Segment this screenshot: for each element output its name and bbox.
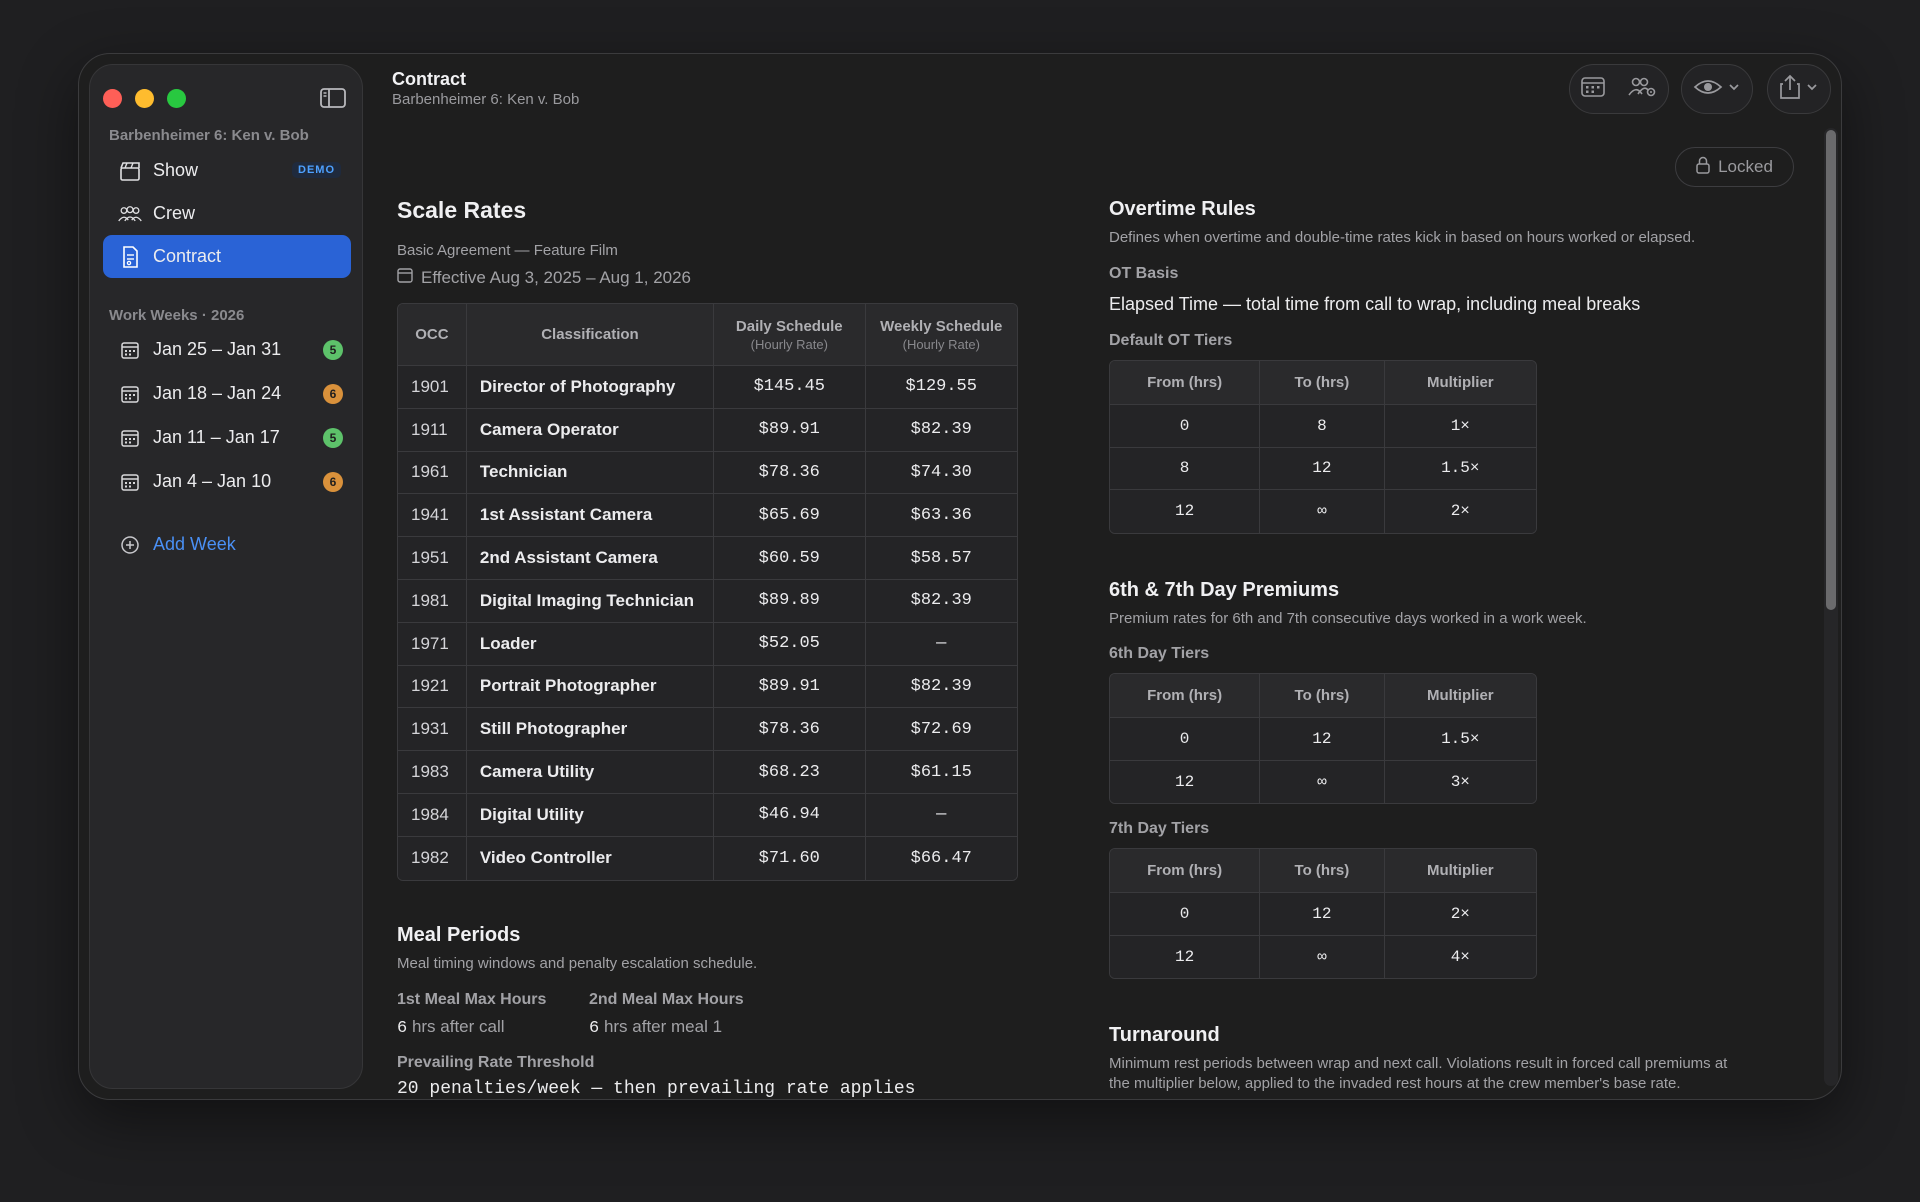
calendar-view-icon[interactable] — [1581, 76, 1605, 103]
table-row: 1941 1st Assistant Camera $65.69 $63.36 — [398, 494, 1017, 537]
day-count-badge: 5 — [323, 340, 343, 360]
table-row: 1981 Digital Imaging Technician $89.89 $82.39 — [398, 580, 1017, 623]
app-window — [78, 53, 1842, 1100]
sidebar-toggle-icon[interactable] — [320, 88, 346, 108]
turnaround-desc-line2: the multiplier below, applied to the invaded rest hours at the crew member's base rate. — [1109, 1075, 1681, 1092]
threshold-value: 20 penalties/week — then prevailing rate applies — [397, 1079, 916, 1099]
seventh-day-tiers-label: 7th Day Tiers — [1109, 820, 1210, 837]
locked-label: Locked — [1718, 157, 1773, 176]
day-count-badge: 6 — [323, 472, 343, 492]
clapperboard-icon — [117, 160, 143, 182]
share-menu-button[interactable] — [1767, 64, 1831, 114]
sidebar-item-label: Crew — [153, 203, 196, 223]
table-row: 1951 2nd Assistant Camera $60.59 $58.57 — [398, 537, 1017, 580]
overtime-rules-title: Overtime Rules — [1109, 198, 1256, 220]
lock-icon — [1696, 156, 1710, 179]
table-row: 1931 Still Photographer $78.36 $72.69 — [398, 708, 1017, 751]
multiplier-header: Multiplier — [1385, 674, 1536, 718]
ot-basis-label: OT Basis — [1109, 265, 1179, 282]
seventh-day-tiers-table — [1109, 848, 1537, 979]
table-row: 1961 Technician $78.36 $74.30 — [398, 452, 1017, 495]
from-hrs-header: From (hrs) — [1110, 361, 1260, 405]
calendar-icon — [117, 427, 143, 449]
crew-settings-icon[interactable] — [1627, 76, 1657, 103]
sidebar-item-label: Jan 11 – Jan 17 — [153, 427, 280, 447]
sidebar-item-label: Jan 25 – Jan 31 — [153, 339, 282, 359]
multiplier-header: Multiplier — [1385, 849, 1536, 893]
sidebar-project-label: Barbenheimer 6: Ken v. Bob — [109, 127, 309, 144]
table-row: 8 12 1.5× — [1110, 448, 1536, 491]
scrollbar-thumb[interactable] — [1826, 130, 1836, 610]
table-row: 0 12 1.5× — [1110, 718, 1536, 761]
page-subtitle: Barbenheimer 6: Ken v. Bob — [392, 91, 580, 108]
sixth-day-tiers-table — [1109, 673, 1537, 804]
effective-dates — [397, 267, 691, 288]
table-row: 12 ∞ 3× — [1110, 761, 1536, 804]
table-row: 1921 Portrait Photographer $89.91 $82.39 — [398, 666, 1017, 709]
calendar-icon — [397, 267, 413, 288]
premiums-title: 6th & 7th Day Premiums — [1109, 579, 1340, 601]
scale-rates-title: Scale Rates — [397, 197, 527, 223]
visibility-menu-button[interactable] — [1681, 64, 1753, 114]
calendar-icon — [117, 383, 143, 405]
sidebar-item-label: Jan 4 – Jan 10 — [153, 471, 272, 491]
table-row: 1901 Director of Photography $145.45 $129.55 — [398, 366, 1017, 409]
second-meal-value: 6 hrs after meal 1 — [589, 1017, 723, 1038]
calendar-icon — [117, 339, 143, 361]
to-hrs-header: To (hrs) — [1260, 674, 1384, 718]
default-ot-tiers-label: Default OT Tiers — [1109, 332, 1233, 349]
effective-dates-text: Effective Aug 3, 2025 – Aug 1, 2026 — [421, 267, 692, 287]
turnaround-desc-line1: Minimum rest periods between wrap and next call. Violations result in forced call premiums at — [1109, 1055, 1728, 1072]
classification-header: Classification — [467, 304, 714, 366]
locked-button[interactable] — [1675, 147, 1794, 187]
table-row: 1982 Video Controller $71.60 $66.47 — [398, 837, 1017, 880]
first-meal-label: 1st Meal Max Hours — [397, 991, 547, 1008]
sidebar-item-show[interactable] — [103, 149, 351, 192]
sidebar-item-crew[interactable] — [103, 192, 351, 235]
table-row: 0 12 2× — [1110, 893, 1536, 936]
meal-periods-title: Meal Periods — [397, 924, 521, 946]
threshold-label: Prevailing Rate Threshold — [397, 1054, 595, 1071]
demo-badge: DEMO — [292, 162, 341, 178]
turnaround-title: Turnaround — [1109, 1024, 1220, 1046]
second-meal-label: 2nd Meal Max Hours — [589, 991, 744, 1008]
calendar-icon — [117, 471, 143, 493]
meal-periods-desc: Meal timing windows and penalty escalation schedule. — [397, 955, 758, 972]
sidebar-item-week[interactable] — [103, 460, 351, 503]
sixth-day-tiers-label: 6th Day Tiers — [1109, 645, 1210, 662]
share-icon — [1778, 74, 1820, 105]
table-row: 12 ∞ 4× — [1110, 936, 1536, 979]
sidebar-item-label: Show — [153, 160, 199, 180]
to-hrs-header: To (hrs) — [1260, 849, 1384, 893]
sidebar — [89, 64, 363, 1089]
sidebar-item-week[interactable] — [103, 328, 351, 371]
zoom-window-button[interactable] — [167, 89, 186, 108]
table-row: 1911 Camera Operator $89.91 $82.39 — [398, 409, 1017, 452]
table-row: 12 ∞ 2× — [1110, 490, 1536, 533]
day-count-badge: 6 — [323, 384, 343, 404]
work-weeks-section-label: Work Weeks · 2026 — [109, 307, 245, 324]
plus-circle-icon — [117, 534, 143, 556]
close-window-button[interactable] — [103, 89, 122, 108]
minimize-window-button[interactable] — [135, 89, 154, 108]
multiplier-header: Multiplier — [1385, 361, 1536, 405]
ot-basis-value: Elapsed Time — total time from call to wrap, including meal breaks — [1109, 294, 1641, 314]
contract-document-icon — [117, 246, 143, 268]
page-title: Contract — [392, 69, 467, 89]
scale-rates-table — [397, 303, 1018, 881]
sidebar-item-label: Contract — [153, 246, 222, 266]
occ-header: OCC — [398, 304, 467, 366]
toolbar-view-group — [1569, 64, 1669, 114]
sidebar-item-week[interactable] — [103, 416, 351, 459]
add-week-label: Add Week — [153, 534, 236, 554]
add-week-button[interactable] — [103, 523, 351, 566]
sidebar-item-contract[interactable] — [103, 235, 351, 278]
first-meal-value: 6 hrs after call — [397, 1017, 505, 1038]
premiums-desc: Premium rates for 6th and 7th consecutive days worked in a work week. — [1109, 610, 1587, 627]
weekly-schedule-header: Weekly Schedule (Hourly Rate) — [866, 304, 1017, 366]
daily-schedule-header: Daily Schedule (Hourly Rate) — [714, 304, 865, 366]
table-row: 0 8 1× — [1110, 405, 1536, 448]
ot-tiers-table — [1109, 360, 1537, 534]
sidebar-item-label: Jan 18 – Jan 24 — [153, 383, 282, 403]
table-row: 1971 Loader $52.05 — — [398, 623, 1017, 666]
table-row: 1983 Camera Utility $68.23 $61.15 — [398, 751, 1017, 794]
from-hrs-header: From (hrs) — [1110, 674, 1260, 718]
from-hrs-header: From (hrs) — [1110, 849, 1260, 893]
sidebar-item-week[interactable] — [103, 372, 351, 415]
people-icon — [117, 203, 143, 225]
eye-icon — [1693, 77, 1741, 102]
day-count-badge: 5 — [323, 428, 343, 448]
table-row: 1984 Digital Utility $46.94 — — [398, 794, 1017, 837]
to-hrs-header: To (hrs) — [1260, 361, 1384, 405]
agreement-label: Basic Agreement — Feature Film — [397, 242, 618, 259]
overtime-rules-desc: Defines when overtime and double-time rates kick in based on hours worked or elapsed. — [1109, 229, 1696, 246]
